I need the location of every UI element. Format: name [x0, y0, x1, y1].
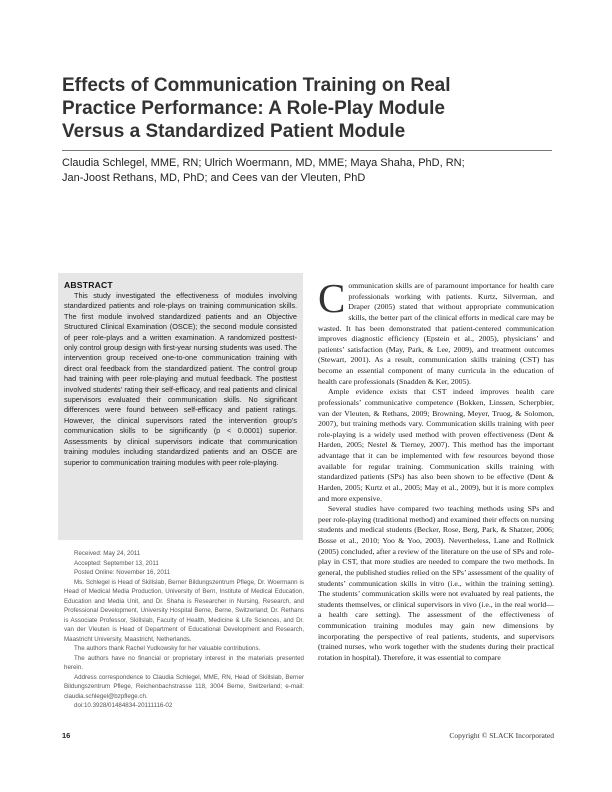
- copyright-notice: Copyright © SLACK Incorporated: [449, 731, 554, 740]
- abstract-heading: ABSTRACT: [64, 280, 113, 290]
- author-line: Claudia Schlegel, MME, RN; Ulrich Woermann, MD, MME; Maya Shaha, PhD, RN;: [62, 157, 465, 169]
- author-list: [62, 156, 562, 186]
- title-line: Effects of Communication Training on Real: [62, 75, 451, 96]
- received-date: Received: May 24, 2011: [74, 550, 141, 557]
- author-line: Jan-Joost Rethans, MD, PhD; and Cees van der Vleuten, PhD: [62, 172, 366, 184]
- disclosure: The authors have no financial or proprietary interest in the materials presented herein.: [64, 654, 304, 671]
- paragraph-text: ommunication skills are of paramount importance for health care professionals working with patients. Kurtz, Silverman, and Draper (2005) stated that without appropriate communication skills, the better part of the clinical efforts in medical care may be wasted. It has been demonstrated that patient-centered communication improves diagnostic efficiency (Epstein et al., 2005), physicians’ and patients’ satisfaction (May, Park, & Lee, 2009), and treatment outcomes (Stewart, 2001). As a result, communication skills training (CST) has become an essential component of many curricula in the education of health care professionals (Snadden & Ker, 2005).: [318, 281, 554, 386]
- article-title: [62, 74, 562, 143]
- doi: doi:10.3928/01484834-20111116-02: [74, 702, 173, 709]
- title-line: Versus a Standardized Patient Module: [62, 121, 406, 142]
- page-number: 16: [62, 731, 71, 740]
- posted-date: Posted Online: November 16, 2011: [74, 569, 171, 576]
- body-text-column: [318, 275, 554, 664]
- correspondence-address: Address correspondence to Claudia Schlegel, MME, RN, Head of Skillslab, Berner Bildungszentrum Pflege, Reichenbachstrasse 118, 3004 Berne, Switzerland; e-mail: claudia.schlegel@bzpflege.ch.: [64, 673, 304, 700]
- drop-cap: C: [318, 275, 346, 321]
- article-footnotes: [64, 549, 304, 711]
- acknowledgment: The authors thank Rachel Yudkowsky for her valuable contributions.: [74, 645, 261, 652]
- title-divider: [62, 150, 552, 151]
- author-affiliations: Ms. Schlegel is Head of Skillslab, Berner Bildungszentrum Pflege, Dr. Woermann is Head of Medical Media Production, University of Bern, Institute of Medical Education, Education and Media Unit, and Dr. Shaha is Researcher in Nursing, Research, and Professional Development, University Hospital Berne, Berne, Switzerland; Dr. Rethans is Associate Professor, Skillslab, Faculty of Health, Medicine & Life Sciences, and Dr. van der Vleuten is Head of Department of Educational Development and Research, Maastricht University, Maastricht, Netherlands.: [64, 578, 304, 643]
- body-paragraph: Ample evidence exists that CST indeed improves health care professionals’ communicative competence (Bokken, Linssen, Scherpbier, van der Vleuten, & Rethans, 2009; Browning, Meyer, Truog, & Solomon, 2007), but training methods vary. Communication skills training with peer role-playing is a widely used method with proven effectiveness (Dent & Harden, 2005; Nestel & Tierney, 2007). This method has the important advantage that it can be implemented with few resources beyond those available for regular training. Communication skills training with standardized patients (SPs) has also been shown to be effective (Dent & Harden, 2005; Kurtz et al., 2005; May et al., 2009), but it is more complex and more expensive.: [318, 387, 554, 503]
- abstract-text: This study investigated the effectiveness of modules involving standardized patients and role-plays on training communication skills. The first module involved standardized patients and an Objective Structured Clinical Examination (OSCE); the second module consisted of peer role-plays and a written examination. A randomized posttest-only control group design with first-year nursing students was used. The intervention group received one-to-one communication training with direct oral feedback from the standardized patient. The control group had training with peer role-playing and mutual feedback. The posttest involved students’ rating their self-efficacy, and real patients and clinical supervisors evaluated their communication skills. No significant differences were found between self-efficacy and patient ratings. However, the clinical supervisors rated the intervention group’s communication skills to be significantly (p < 0.0001) superior. Assessments by clinical supervisors indicate that communication training modules including standardized patients and an OSCE are superior to communication training modules with peer role-playing.: [64, 291, 297, 467]
- abstract-box: [58, 273, 303, 540]
- accepted-date: Accepted: September 13, 2011: [74, 559, 159, 567]
- title-line: Practice Performance: A Role-Play Module: [62, 98, 445, 119]
- body-paragraph: Several studies have compared two teaching methods using SPs and peer role-playing (traditional method) and examined their effects on nursing students and medical students (Becker, Rose, Berg, Park, & Shatzer, 2006; Bosse et al., 2010; Yoo & Yoo, 2003). Nevertheless, Lane and Rollnick (2005) concluded, after a review of the literature on the use of SPs and role-play in CST, that more studies are needed to compare the two methods. In general, the published studies relied on the SPs’ assessment of the quality of students’ communication skills in vitro (i.e., within the training setting). The students’ communication skills were not evaluated by real patients, the students themselves, or clinical supervisors in vivo (i.e., in the real world—a health care setting). The assessment of the effectiveness of communication training modules may gain new dimensions by incorporating the perspective of real patients, students, and supervisors (trained nurses, who work together with the students during their practical rotation in hospital). Therefore, it was essential to compare: [318, 504, 554, 662]
- body-paragraph: [318, 275, 554, 387]
